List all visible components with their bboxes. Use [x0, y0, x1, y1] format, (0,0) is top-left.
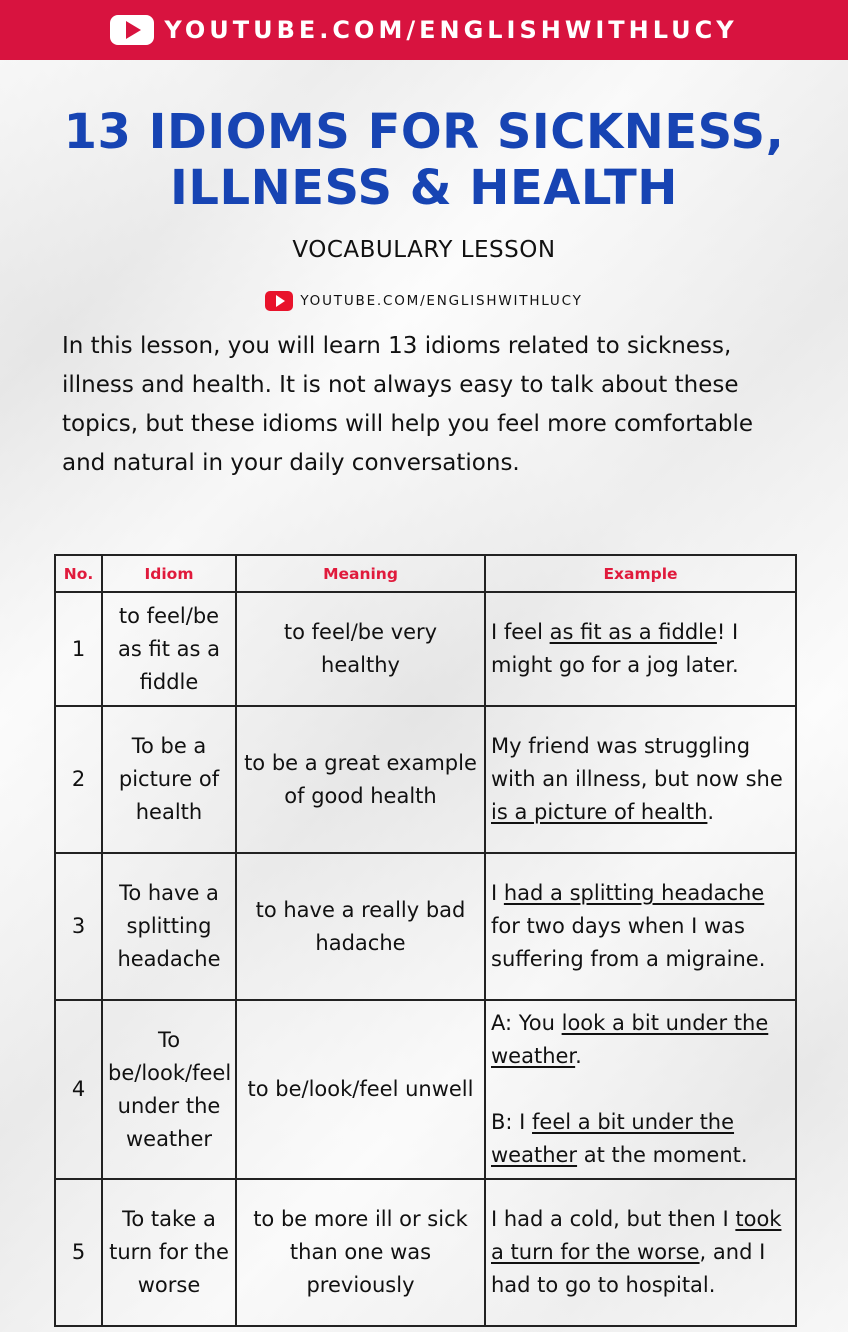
example-text: , and I had to go to hospital.: [491, 1240, 766, 1297]
example-cell: [485, 1179, 796, 1326]
example-text: at the moment.: [577, 1143, 748, 1167]
header-idiom: Idiom: [102, 555, 236, 592]
example-text: I feel: [491, 620, 550, 644]
page-title: [0, 104, 848, 216]
example-text: B: I: [491, 1110, 533, 1134]
example-idiom-underlined: look a bit under the weather: [491, 1011, 769, 1068]
title-line-1: 13 IDIOMS FOR SICKNESS,: [63, 104, 785, 160]
example-cell: [485, 853, 796, 1000]
example-cell: [485, 592, 796, 706]
subtitle: VOCABULARY LESSON: [292, 237, 556, 263]
example-text: I had a cold, but then I: [491, 1207, 736, 1231]
example-idiom-underlined: is a picture of health: [491, 800, 708, 824]
small-link-text[interactable]: YOUTUBE.COM/ENGLISHWITHLUCY: [300, 293, 583, 309]
example-cell: [485, 1000, 796, 1179]
idiom-cell: To take a turn for the worse: [102, 1179, 236, 1326]
meaning-cell: to be more ill or sick than one was previously: [236, 1179, 485, 1326]
example-idiom-underlined: had a splitting headache: [503, 881, 765, 905]
meaning-cell: to be/look/feel unwell: [236, 1000, 485, 1179]
idioms-table: [54, 554, 797, 1327]
example-idiom-underlined: feel a bit under the weather: [491, 1110, 735, 1167]
meaning-cell: to feel/be very healthy: [236, 592, 485, 706]
example-idiom-underlined: took a turn for the worse: [491, 1207, 782, 1264]
header-meaning: Meaning: [236, 555, 485, 592]
example-text: .: [575, 1044, 582, 1068]
example-text: My friend was struggling with an illness, but now she: [491, 734, 783, 791]
idiom-cell: To be a picture of health: [102, 706, 236, 853]
table-row: [55, 1179, 796, 1326]
youtube-play-icon-small: [265, 291, 293, 311]
header-no: No.: [55, 555, 102, 592]
banner-url[interactable]: YOUTUBE.COM/ENGLISHWITHLUCY: [164, 16, 738, 44]
row-number: 4: [55, 1000, 102, 1179]
row-number: 2: [55, 706, 102, 853]
row-number: 5: [55, 1179, 102, 1326]
idiom-cell: to feel/be as fit as a fiddle: [102, 592, 236, 706]
title-line-2: ILLNESS & HEALTH: [170, 160, 678, 216]
top-banner: [0, 0, 848, 60]
table-row: [55, 706, 796, 853]
line-gap: [491, 1073, 790, 1106]
table-header-row: [55, 555, 796, 592]
small-youtube-link[interactable]: [0, 291, 848, 311]
table-row: [55, 592, 796, 706]
example-text: ! I might go for a jog later.: [491, 620, 739, 677]
intro-paragraph: In this lesson, you will learn 13 idioms related to sickness, illness and health. It is not always easy to talk about these topics, but these idioms will help you feel more comfortable and natural in your daily conversations.: [62, 333, 754, 476]
row-number: 1: [55, 592, 102, 706]
meaning-cell: to be a great example of good health: [236, 706, 485, 853]
row-number: 3: [55, 853, 102, 1000]
example-text: for two days when I was suffering from a migraine.: [491, 914, 766, 971]
example-text: I: [491, 881, 504, 905]
header-example: Example: [485, 555, 796, 592]
idiom-cell: To have a splitting headache: [102, 853, 236, 1000]
meaning-cell: to have a really bad hadache: [236, 853, 485, 1000]
table-row: [55, 1000, 796, 1179]
example-text: A: You: [491, 1011, 562, 1035]
youtube-play-icon: [110, 15, 154, 45]
example-idiom-underlined: as fit as a fiddle: [549, 620, 717, 644]
example-text: .: [707, 800, 715, 824]
table-row: [55, 853, 796, 1000]
idiom-cell: To be/look/feel under the weather: [102, 1000, 236, 1179]
example-cell: [485, 706, 796, 853]
